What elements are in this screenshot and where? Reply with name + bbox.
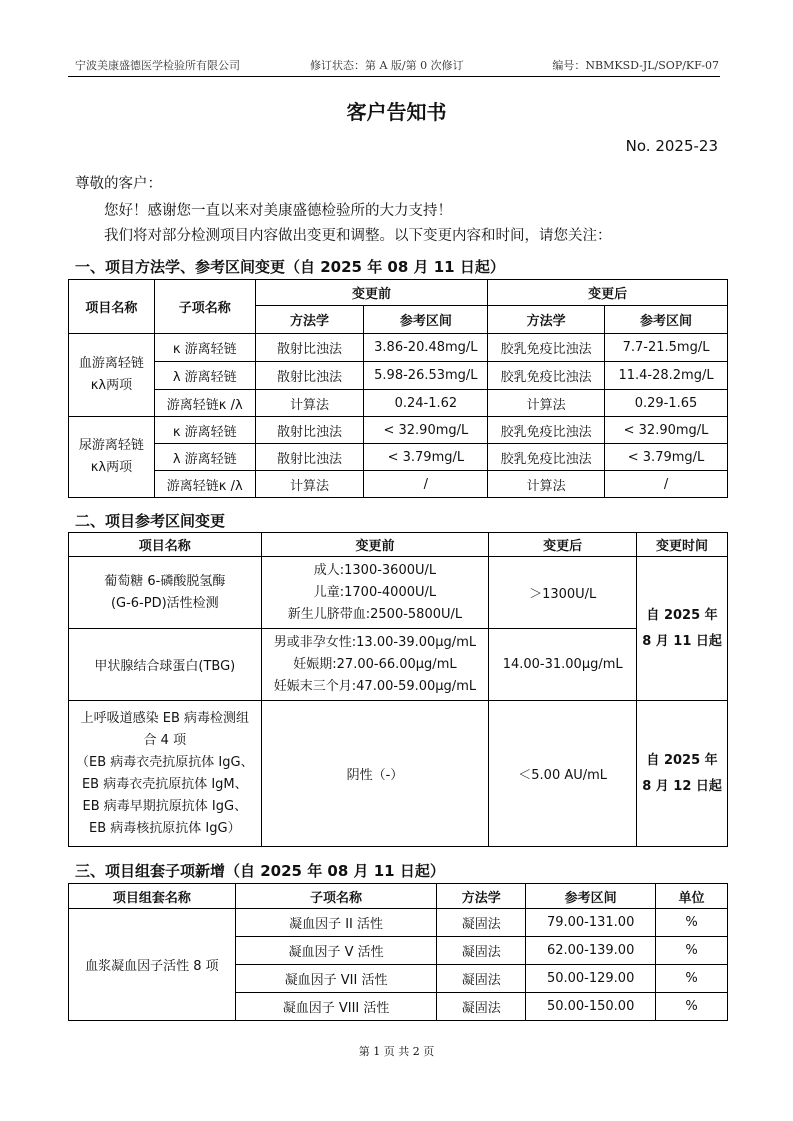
table-row — [69, 444, 728, 471]
range-after: < 32.90mg/L — [605, 417, 728, 444]
col-header-after: 变更后 — [489, 533, 637, 557]
time-line: 自 2025 年 — [646, 752, 718, 768]
method: 凝固法 — [437, 965, 526, 993]
item-name — [69, 557, 262, 629]
method-after: 计算法 — [488, 471, 605, 498]
header-divider — [68, 76, 720, 77]
range-before: / — [364, 471, 488, 498]
group-name-line: 血游离轻链 — [78, 356, 144, 371]
sub-item: 凝血因子 II 活性 — [235, 909, 437, 937]
range: 62.00-139.00 — [526, 937, 656, 965]
unit: % — [656, 965, 728, 993]
item-name — [69, 701, 262, 847]
range-before — [261, 557, 489, 629]
col-header-range-after: 参考区间 — [605, 306, 728, 334]
sub-item: λ 游离轻链 — [154, 362, 255, 390]
group-name — [69, 417, 155, 498]
range: 50.00-150.00 — [526, 993, 656, 1021]
item-name-line: EB 病毒早期抗原抗体 IgG、 — [82, 798, 248, 814]
method-before: 散射比浊法 — [255, 362, 364, 390]
time-line: 8 月 11 日起 — [642, 633, 722, 649]
range-after: 0.29-1.65 — [605, 390, 728, 417]
range-after: / — [605, 471, 728, 498]
group-name-line: κλ两项 — [90, 378, 133, 393]
page-title: 客户告知书 — [346, 100, 447, 124]
range-change-table — [68, 532, 728, 847]
set-name: 血浆凝血因子活性 8 项 — [69, 909, 236, 1021]
greeting: 尊敬的客户： — [75, 176, 162, 192]
group-name-line: κλ两项 — [90, 460, 133, 475]
method-before: 散射比浊法 — [255, 334, 364, 362]
table-row — [69, 629, 728, 701]
range-line: 阴性（-） — [346, 768, 404, 783]
item-name-line: （EB 病毒衣壳抗原抗体 IgG、 — [76, 754, 254, 770]
table-row — [69, 701, 728, 847]
table-row — [69, 334, 728, 362]
intro-notice: 我们将对部分检测项目内容做出变更和调整。以下变更内容和时间，请您关注： — [104, 228, 612, 244]
col-header-unit: 单位 — [656, 884, 728, 909]
method: 凝固法 — [437, 937, 526, 965]
col-header-before: 变更前 — [261, 533, 489, 557]
sub-item: λ 游离轻链 — [154, 444, 255, 471]
table-row — [69, 390, 728, 417]
col-header-method-after: 方法学 — [488, 306, 605, 334]
time-line: 8 月 12 日起 — [642, 778, 722, 794]
range-after: 7.7-21.5mg/L — [605, 334, 728, 362]
range: 50.00-129.00 — [526, 965, 656, 993]
page-header — [75, 57, 719, 73]
item-name-line: 葡萄糖 6-磷酸脱氢酶 — [104, 573, 226, 589]
range-line: 男或非孕女性:13.00-39.00μg/mL — [273, 634, 477, 650]
method-after: 胶乳免疫比浊法 — [488, 417, 605, 444]
method-before: 计算法 — [255, 471, 364, 498]
method-after: 胶乳免疫比浊法 — [488, 362, 605, 390]
method-change-table — [68, 279, 728, 498]
range-line: 成人:1300-3600U/L — [313, 562, 437, 578]
change-time — [637, 557, 728, 701]
panel-addition-table — [68, 883, 728, 1021]
range-before: < 32.90mg/L — [364, 417, 488, 444]
header-code: 编号：NBMKSD-JL/SOP/KF-07 — [552, 59, 719, 72]
range-after: ＜5.00 AU/mL — [489, 701, 637, 847]
table-row — [69, 417, 728, 444]
unit: % — [656, 937, 728, 965]
method-after: 胶乳免疫比浊法 — [488, 444, 605, 471]
range-line: 妊娠期:27.00-66.00μg/mL — [293, 656, 457, 672]
method: 凝固法 — [437, 909, 526, 937]
document-number: No. 2025-23 — [625, 137, 718, 155]
intro-thanks: 您好！感谢您一直以来对美康盛德检验所的大力支持！ — [104, 203, 452, 219]
col-header-range-before: 参考区间 — [364, 306, 488, 334]
method: 凝固法 — [437, 993, 526, 1021]
range-before — [261, 701, 489, 847]
table-row — [69, 909, 728, 937]
item-name-line: EB 病毒核抗原抗体 IgG） — [89, 820, 241, 836]
col-header-method-before: 方法学 — [255, 306, 364, 334]
section-1-title: 一、项目方法学、参考区间变更（自 2025 年 08 月 11 日起） — [75, 258, 505, 276]
header-revision: 修订状态：第 A 版/第 0 次修订 — [310, 59, 464, 72]
method-before: 散射比浊法 — [255, 417, 364, 444]
range-before: 5.98-26.53mg/L — [364, 362, 488, 390]
col-header-after: 变更后 — [488, 280, 728, 306]
col-header-method: 方法学 — [437, 884, 526, 909]
sub-item: 凝血因子 VII 活性 — [235, 965, 437, 993]
sub-item: 凝血因子 V 活性 — [235, 937, 437, 965]
col-header-time: 变更时间 — [637, 533, 728, 557]
range-after: < 3.79mg/L — [605, 444, 728, 471]
section-2-title: 二、项目参考区间变更 — [75, 512, 226, 530]
range-line: 妊娠末三个月:47.00-59.00μg/mL — [273, 678, 477, 694]
range-before: < 3.79mg/L — [364, 444, 488, 471]
range-after: 14.00-31.00μg/mL — [489, 629, 637, 701]
item-name-line: 甲状腺结合球蛋白(TBG) — [94, 659, 236, 674]
col-header-sub: 子项名称 — [235, 884, 437, 909]
page-footer: 第 1 页 共 2 页 — [358, 1045, 435, 1058]
table-row — [69, 362, 728, 390]
header-org: 宁波美康盛德医学检验所有限公司 — [75, 59, 240, 72]
sub-item: 游离轻链κ /λ — [154, 471, 255, 498]
unit: % — [656, 909, 728, 937]
range-after: ＞1300U/L — [489, 557, 637, 629]
sub-item: κ 游离轻链 — [154, 417, 255, 444]
col-header-name: 项目名称 — [69, 533, 262, 557]
range-line: 新生儿脐带血:2500-5800U/L — [287, 606, 463, 622]
item-name-line: 合 4 项 — [143, 732, 187, 748]
unit: % — [656, 993, 728, 1021]
range-line: 儿童:1700-4000U/L — [313, 584, 437, 600]
range-after: 11.4-28.2mg/L — [605, 362, 728, 390]
range-before: 3.86-20.48mg/L — [364, 334, 488, 362]
item-name-line: (G-6-PD)活性检测 — [110, 595, 219, 611]
sub-item: 游离轻链κ /λ — [154, 390, 255, 417]
col-header-sub: 子项名称 — [154, 280, 255, 334]
col-header-before: 变更前 — [255, 280, 488, 306]
method-before: 计算法 — [255, 390, 364, 417]
col-header-name: 项目名称 — [69, 280, 155, 334]
group-name — [69, 334, 155, 417]
method-before: 散射比浊法 — [255, 444, 364, 471]
method-after: 胶乳免疫比浊法 — [488, 334, 605, 362]
table-row — [69, 471, 728, 498]
col-header-range: 参考区间 — [526, 884, 656, 909]
item-name — [69, 629, 262, 701]
sub-item: 凝血因子 VIII 活性 — [235, 993, 437, 1021]
item-name-line: 上呼吸道感染 EB 病毒检测组 — [80, 710, 250, 726]
group-name-line: 尿游离轻链 — [78, 438, 144, 453]
change-time — [637, 701, 728, 847]
item-name-line: EB 病毒衣壳抗原抗体 IgM、 — [81, 776, 248, 792]
range-before: 0.24-1.62 — [364, 390, 488, 417]
sub-item: κ 游离轻链 — [154, 334, 255, 362]
col-header-set: 项目组套名称 — [69, 884, 236, 909]
time-line: 自 2025 年 — [646, 607, 718, 623]
method-after: 计算法 — [488, 390, 605, 417]
range-before — [261, 629, 489, 701]
table-row — [69, 557, 728, 629]
range: 79.00-131.00 — [526, 909, 656, 937]
section-3-title: 三、项目组套子项新增（自 2025 年 08 月 11 日起） — [75, 862, 445, 880]
